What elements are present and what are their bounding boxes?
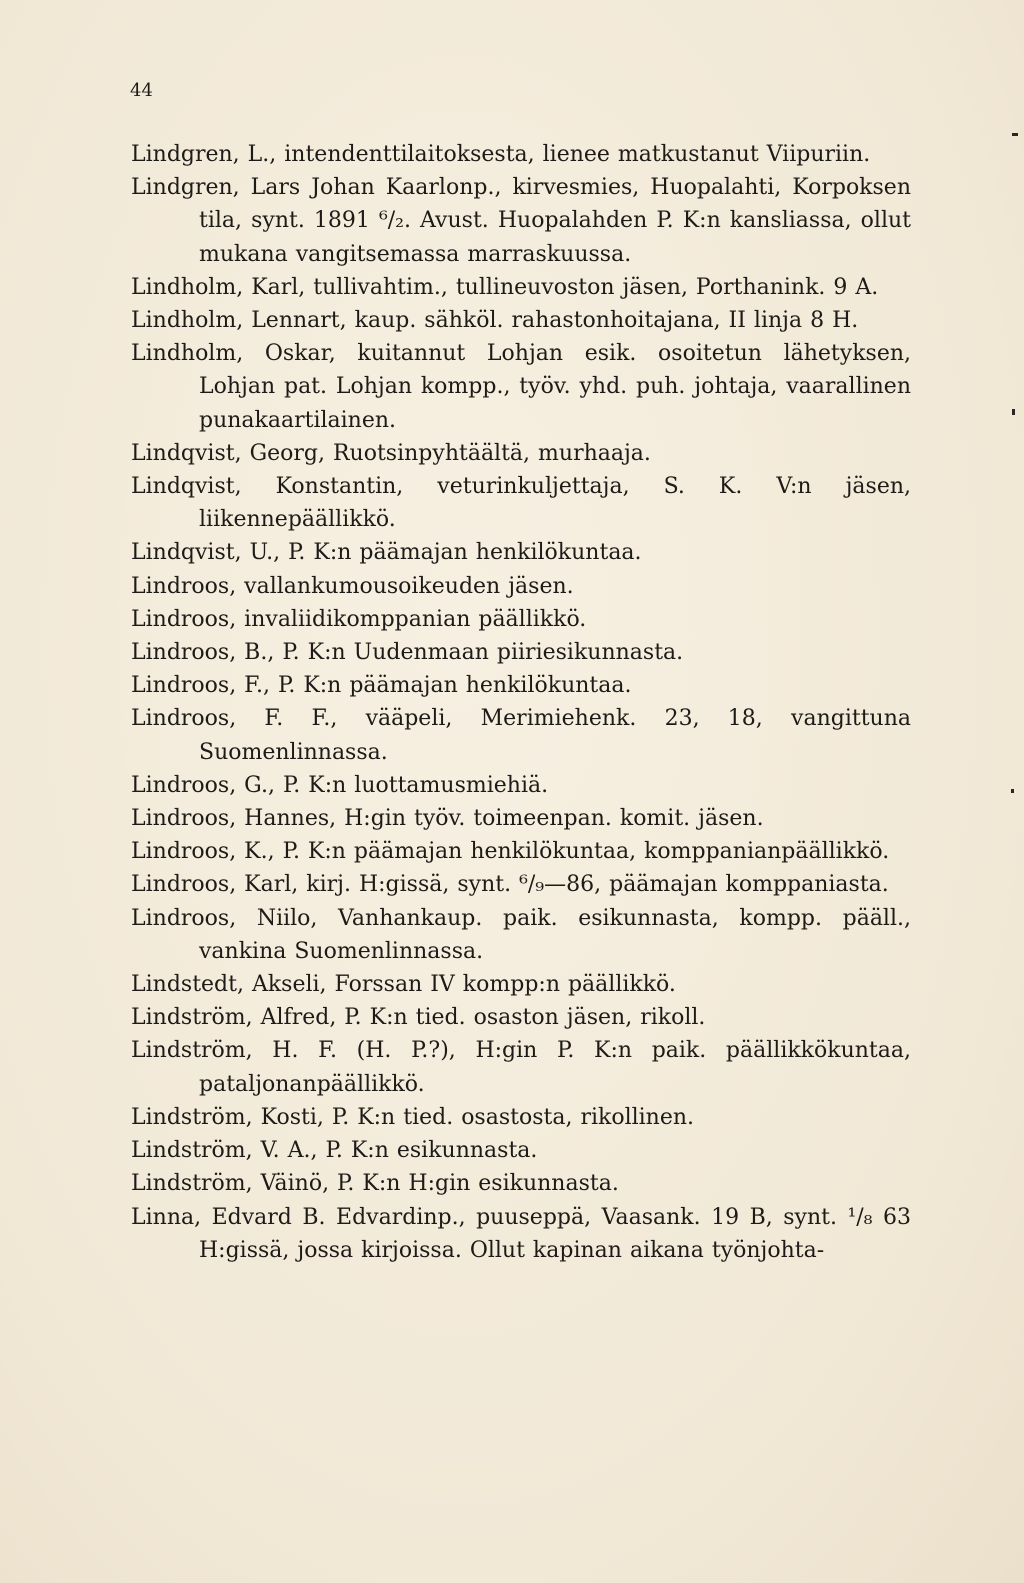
register-entry: Lindgren, L., intendenttilaitoksesta, lienee matkustanut Viipuriin. [131, 142, 871, 167]
register-entry: Lindqvist, U., P. K:n päämajan henkilökuntaa. [131, 540, 642, 566]
register-entry: Lindroos, Karl, kirj. H:gissä, synt. ⁶/₉—86, päämajan komppaniasta. [131, 872, 889, 898]
margin-speck [1011, 789, 1014, 793]
register-entry: Lindroos, vallankumousoikeuden jäsen. [131, 573, 574, 599]
register-entry: Lindqvist, Konstantin, veturinkuljettaja, S. K. V:n jäsen, liikennepäällikkö. [131, 474, 911, 533]
register-entry: Lindstedt, Akseli, Forssan IV kompp:n päällikkö. [131, 972, 676, 998]
register-entry: Lindholm, Lennart, kaup. sähköl. rahastonhoitajana, II linja 8 H. [131, 308, 859, 334]
register-entry: Linna, Edvard B. Edvardinp., puuseppä, Vaasank. 19 B, synt. ¹/₈ 63 H:gissä, jossa kirjoissa. Ollut kapinan aikana työnjohta- [131, 1204, 911, 1263]
register-entry: Lindström, V. A., P. K:n esikunnasta. [131, 1138, 538, 1164]
register-entry: Lindroos, Hannes, H:gin työv. toimeenpan. komit. jäsen. [131, 806, 764, 832]
register-entry: Lindroos, F. F., vääpeli, Merimiehenk. 23, 18, vangittuna Suomenlinnassa. [131, 706, 911, 765]
register-entry: Lindström, Väinö, P. K:n H:gin esikunnasta. [131, 1171, 619, 1197]
register-entries [131, 138, 911, 1267]
register-entry: Lindgren, Lars Johan Kaarlonp., kirvesmies, Huopalahti, Korpoksen tila, synt. 1891 ⁶/₂. Avust. Huopalahden P. K:n kansliassa, ollut mukana vangitsemassa marraskuussa. [131, 175, 911, 267]
register-entry: Lindroos, F., P. K:n päämajan henkilökuntaa. [131, 673, 632, 699]
register-entry: Lindström, Kosti, P. K:n tied. osastosta, rikollinen. [131, 1104, 695, 1130]
margin-speck [1012, 133, 1018, 136]
register-entry: Lindroos, G., P. K:n luottamusmiehiä. [131, 772, 549, 798]
register-entry: Lindroos, Niilo, Vanhankaup. paik. esikunnasta, kompp. pääll., vankina Suomenlinnassa. [131, 905, 911, 964]
register-entry: Lindqvist, Georg, Ruotsinpyhtäältä, murhaaja. [131, 440, 651, 466]
margin-speck [1012, 409, 1015, 415]
register-entry: Lindholm, Karl, tullivahtim., tullineuvoston jäsen, Porthanink. 9 A. [131, 274, 879, 300]
register-entry: Lindroos, invaliidikomppanian päällikkö. [131, 606, 587, 632]
register-entry: Lindroos, B., P. K:n Uudenmaan piiriesikunnasta. [131, 640, 684, 666]
register-entry: Lindholm, Oskar, kuitannut Lohjan esik. osoitetun lähetyksen, Lohjan pat. Lohjan kompp., työv. yhd. puh. johtaja, vaarallinen punakaartilainen. [131, 341, 911, 433]
register-entry: Lindström, H. F. (H. P.?), H:gin P. K:n paik. päällikkökuntaa, pataljonanpäällikkö. [131, 1038, 911, 1097]
register-entry: Lindroos, K., P. K:n päämajan henkilökuntaa, komppanianpäällikkö. [131, 839, 890, 865]
page-number: 44 [130, 80, 153, 101]
register-entry: Lindström, Alfred, P. K:n tied. osaston jäsen, rikoll. [131, 1005, 706, 1031]
